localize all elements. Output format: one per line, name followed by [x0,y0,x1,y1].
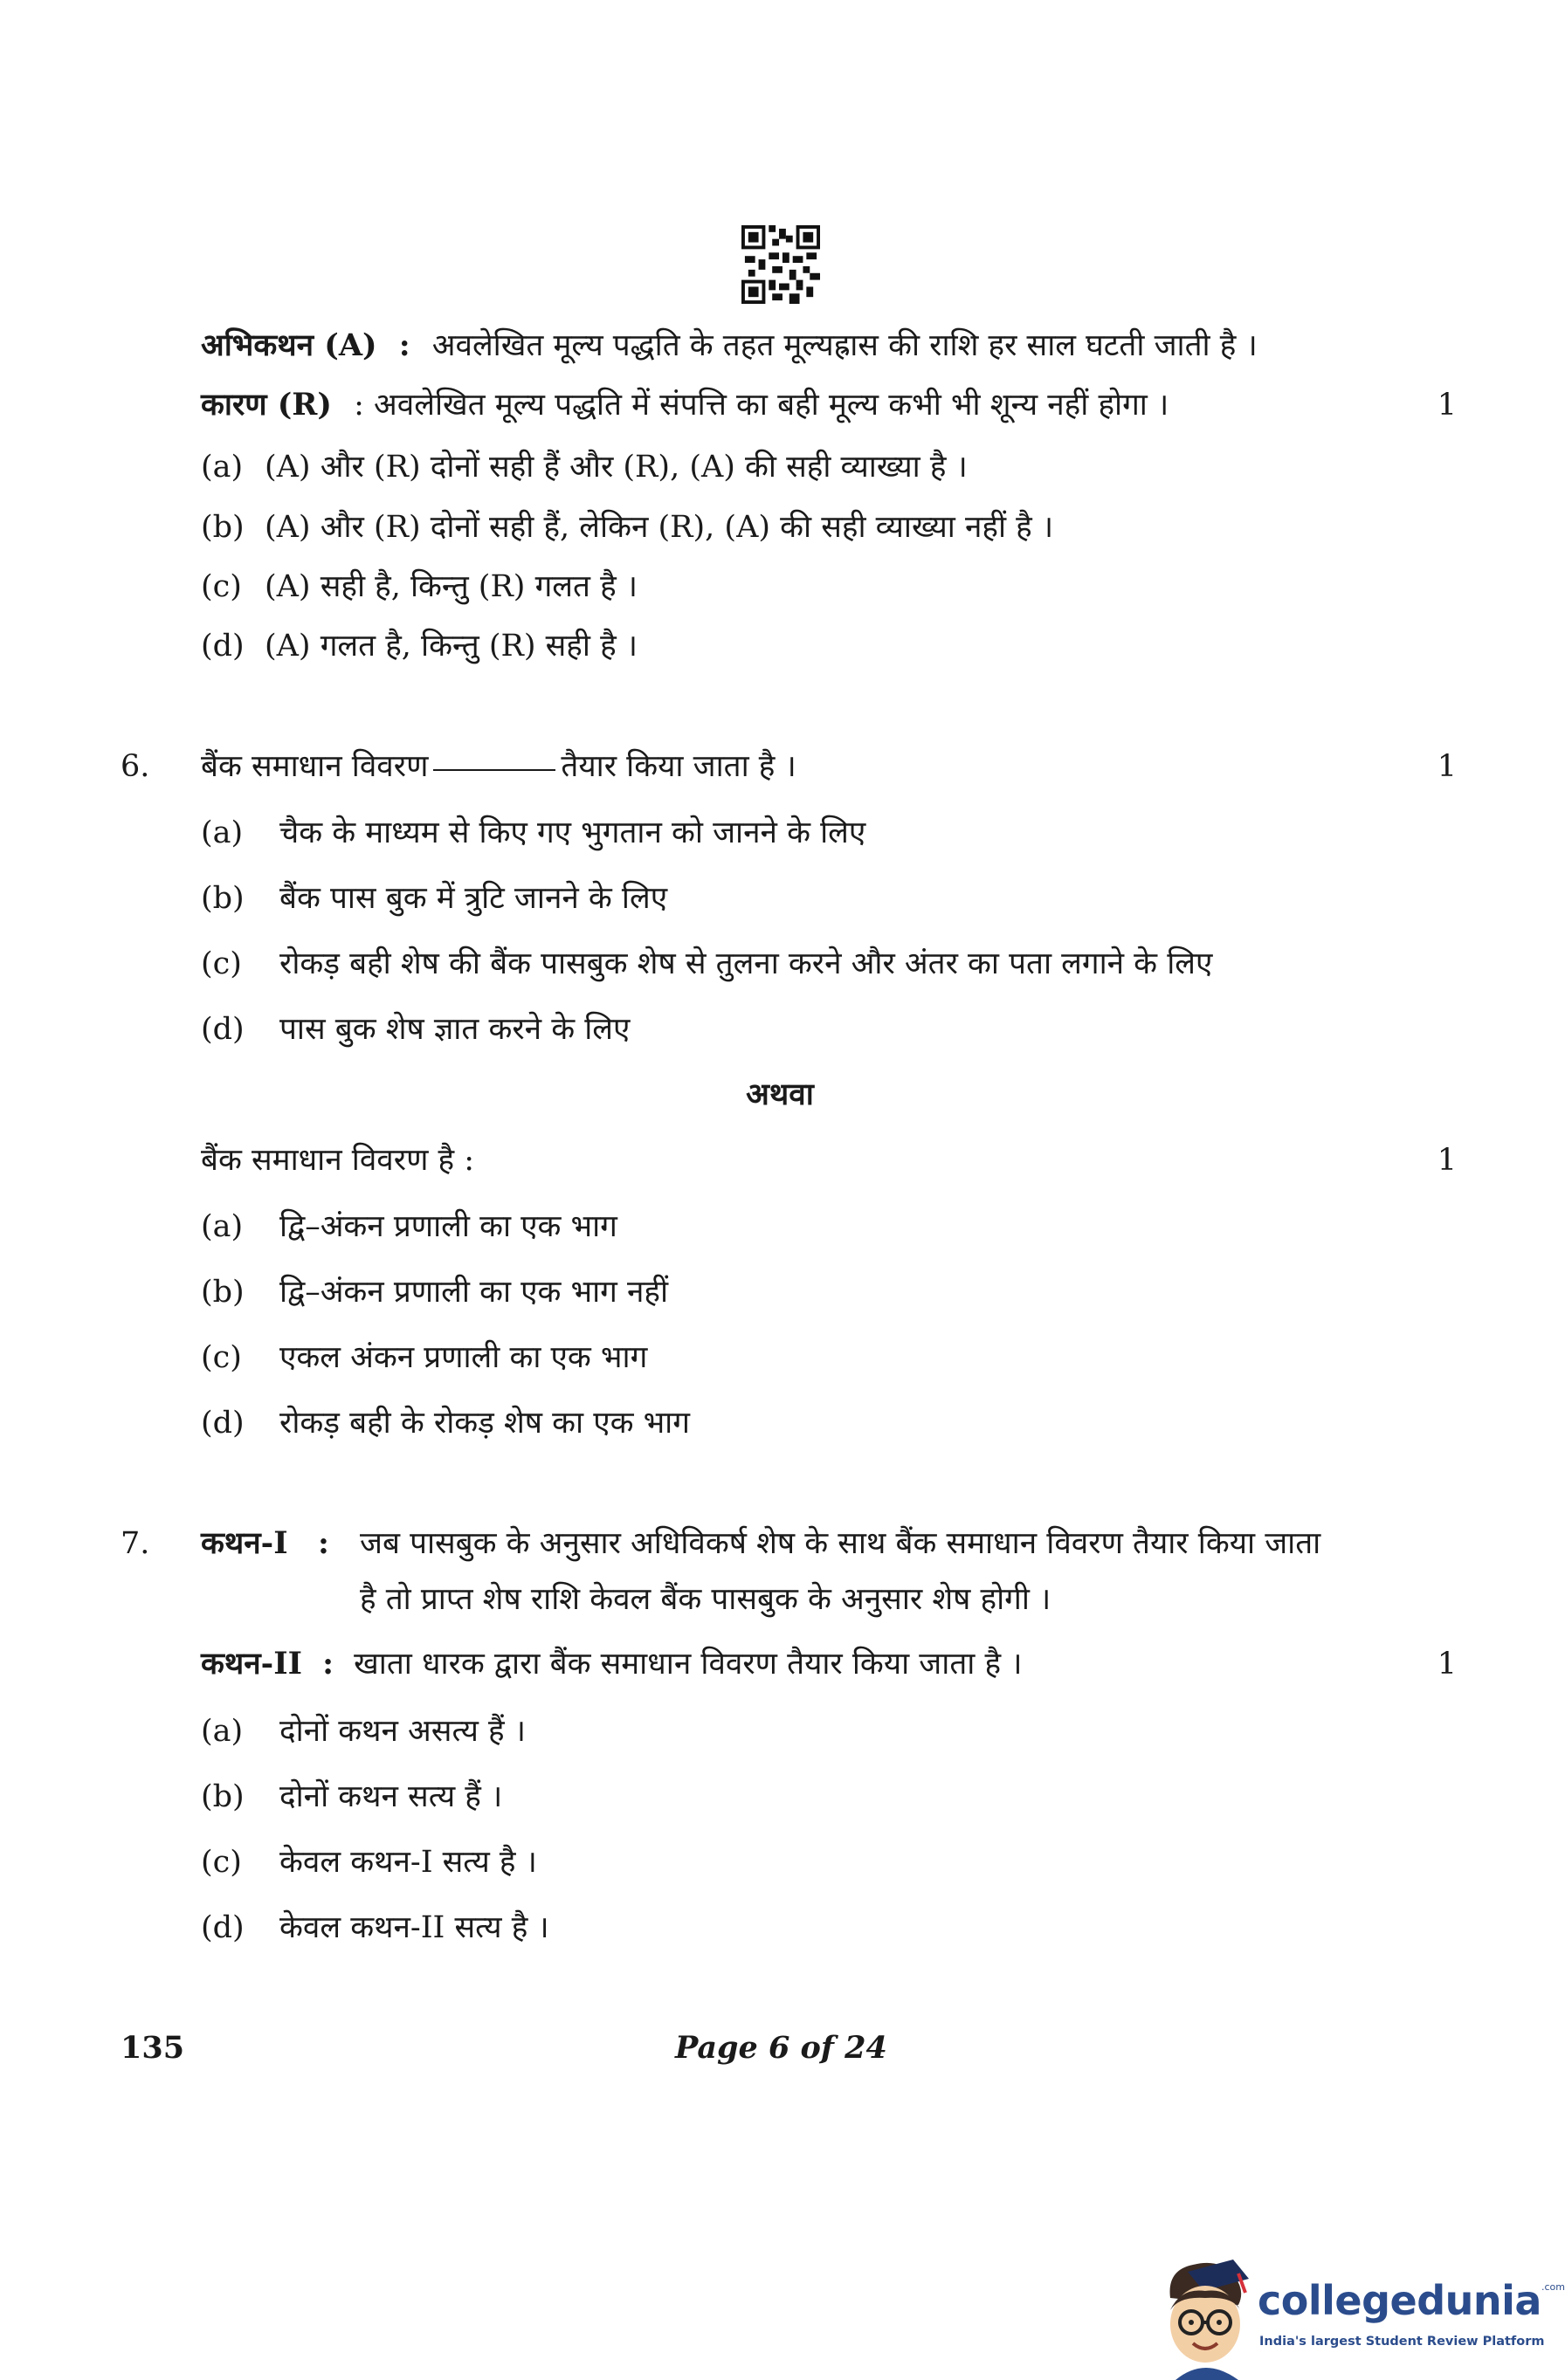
mascot-icon [1155,2253,1258,2380]
q6-text-after: तैयार किया जाता है । [561,749,796,784]
q6-option-c [201,945,1212,983]
paper-code: 135 [121,2030,185,2066]
assertion-label: अभिकथन (A) [201,327,377,363]
q6-number: 6. [121,749,150,784]
q7-stmt2-separator: : [322,1646,334,1682]
q7-stmt1-line1: जब पासबुक के अनुसार अधिविकर्ष शेष के साथ बैंक समाधान विवरण तैयार किया जाता [360,1526,1321,1561]
q7-marks: 1 [1437,1647,1457,1682]
q7-number: 7. [121,1526,150,1561]
option-label: (d) [201,1012,245,1047]
q6-option-b [201,879,667,918]
q7-option-d [201,1909,549,1947]
option-text: दोनों कथन असत्य हैं । [279,1714,527,1749]
q6-alt-option-d [201,1404,690,1442]
q5-reason [201,386,1169,424]
option-text: (A) और (R) दोनों सही हैं, लेकिन (R), (A) की सही व्याख्या नहीं है । [265,510,1054,545]
option-text: पास बुक शेष ज्ञात करने के लिए [279,1012,631,1047]
q6-question [201,747,796,786]
assertion-text: अवलेखित मूल्य पद्धति के तहत मूल्यह्रास की राशि हर साल घटती जाती है । [431,328,1258,363]
option-label: (c) [201,1845,242,1880]
option-label: (c) [201,1340,242,1375]
watermark [1153,2253,1565,2380]
option-label: (b) [201,510,245,545]
q6-alt-option-c [201,1338,647,1377]
option-label: (c) [201,946,242,981]
option-text: द्वि–अंकन प्रणाली का एक भाग नहीं [279,1275,669,1310]
brand-suffix: .com [1541,2281,1565,2293]
q7-stmt2-label: कथन-II [201,1646,302,1682]
q7-option-c [201,1843,537,1881]
option-label: (a) [201,1714,244,1749]
page-number: Page 6 of 24 [675,2030,887,2066]
q7-stmt2 [201,1645,1022,1683]
option-label: (c) [201,569,242,604]
brand-wordmark [1258,2277,1565,2324]
brand-name: collegedunia [1258,2277,1541,2324]
q7-stmt1-label: कथन-I [201,1525,288,1561]
option-text: द्वि–अंकन प्रणाली का एक भाग [279,1209,617,1244]
q6-alt-option-a [201,1207,617,1246]
qr-code-icon [741,225,821,304]
q5-option-b [201,508,1053,547]
q6-option-d [201,1010,630,1049]
q6-marks: 1 [1437,749,1457,784]
q6-text-before: बैंक समाधान विवरण [201,749,429,784]
option-text: केवल कथन-I सत्य है । [279,1845,537,1880]
q7-option-a [201,1712,526,1751]
q5-option-c [201,567,638,606]
q7-option-b [201,1778,502,1816]
option-label: (d) [201,1406,245,1441]
reason-label: कारण (R) [201,387,332,423]
option-label: (a) [201,1209,244,1244]
reason-text: : अवलेखित मूल्य पद्धति में संपत्ति का बही मूल्य कभी भी शून्य नहीं होगा । [354,388,1169,423]
brand-tagline: India's largest Student Review Platform [1259,2335,1545,2349]
q5-marks: 1 [1437,388,1457,423]
q6-alt-marks: 1 [1437,1143,1457,1178]
option-text: एकल अंकन प्रणाली का एक भाग [279,1340,648,1375]
q7-stmt1-line2: है तो प्राप्त शेष राशि केवल बैंक पासबुक के अनुसार शेष होगी । [360,1582,1051,1617]
option-label: (b) [201,881,245,916]
q5-option-a [201,448,968,486]
option-text: (A) गलत है, किन्तु (R) सही है । [265,629,638,664]
option-text: बैंक पास बुक में त्रुटि जानने के लिए [279,881,668,916]
option-text: रोकड़ बही के रोकड़ शेष का एक भाग [279,1406,690,1441]
q5-assertion [201,327,1258,365]
or-heading: अथवा [746,1077,814,1112]
q6-alt-option-b [201,1273,668,1311]
option-label: (b) [201,1779,245,1814]
option-text: दोनों कथन सत्य हैं । [279,1779,503,1814]
option-label: (d) [201,629,245,664]
option-text: रोकड़ बही शेष की बैंक पासबुक शेष से तुलना करने और अंतर का पता लगाने के लिए [279,946,1213,981]
q6-option-a [201,814,865,852]
option-label: (a) [201,815,244,850]
option-label: (b) [201,1275,245,1310]
fill-in-blank [433,769,555,771]
assertion-separator: : [398,327,410,363]
q7-stmt2-text: खाता धारक द्वारा बैंक समाधान विवरण तैयार किया जाता है । [354,1647,1023,1682]
option-text: (A) सही है, किन्तु (R) गलत है । [265,569,638,604]
q7-stmt1-separator: : [318,1525,329,1561]
option-text: चैक के माध्यम से किए गए भुगतान को जानने के लिए [279,815,866,850]
q6-alt-question: बैंक समाधान विवरण है : [201,1143,475,1178]
option-label: (a) [201,450,244,485]
q5-option-d [201,627,638,665]
option-text: केवल कथन-II सत्य है । [279,1910,549,1945]
option-text: (A) और (R) दोनों सही हैं और (R), (A) की सही व्याख्या है । [265,450,968,485]
option-label: (d) [201,1910,245,1945]
